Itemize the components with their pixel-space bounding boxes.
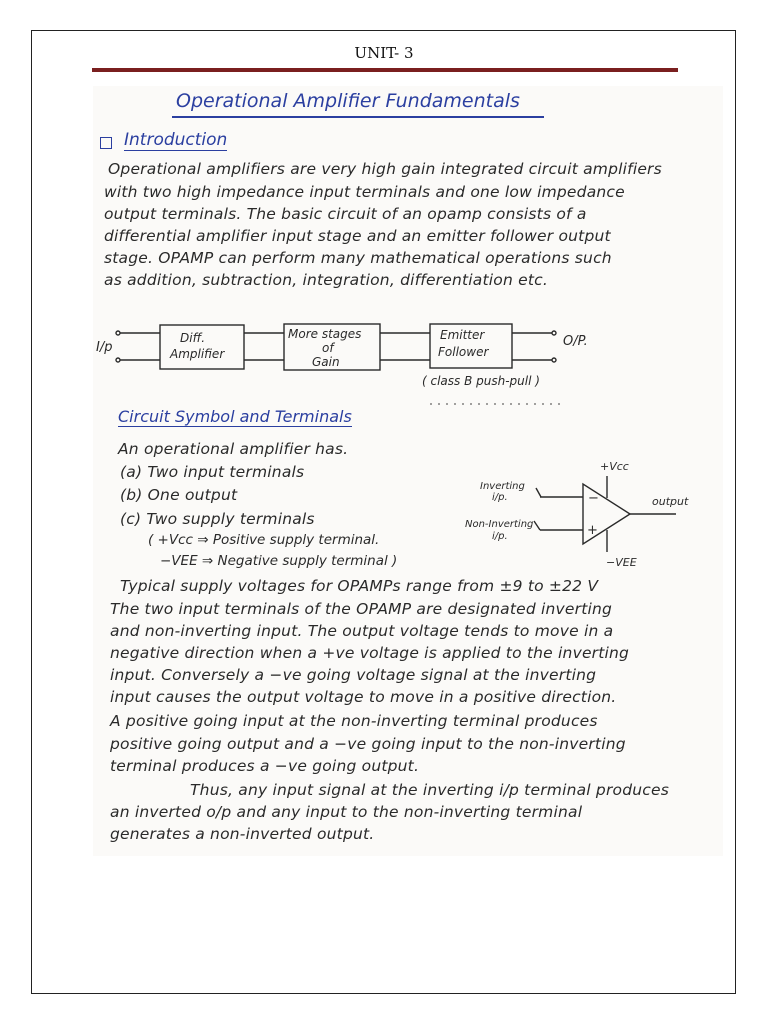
intro-heading: Introduction: [124, 130, 228, 150]
block-label: More stages: [288, 327, 362, 341]
noninverting-label: Non-Inverting: [465, 519, 534, 530]
page-title: Operational Amplifier Fundamentals: [176, 90, 520, 112]
intro-line: output terminals. The basic circuit of an opamp consists of a: [104, 205, 587, 223]
inverting-label: Inverting: [480, 481, 525, 492]
body-line: positive going output and a −ve going input to the non-inverting: [110, 735, 626, 753]
diagram-input-label: I/p: [96, 340, 113, 355]
list-line: ( +Vcc ⇒ Positive supply terminal.: [148, 532, 380, 548]
symbol-section-heading: Circuit Symbol and Terminals: [118, 407, 352, 426]
vcc-label: +Vcc: [600, 460, 629, 473]
body-line: Typical supply voltages for OPAMPs range from ±9 to ±22 V: [120, 577, 599, 595]
block-label: Follower: [438, 345, 489, 359]
body-line: generates a non-inverted output.: [110, 825, 375, 843]
block-diagram-note: ( class B push-pull ): [422, 374, 540, 388]
body-line: input. Conversely a −ve going voltage signal at the inverting: [110, 666, 597, 684]
minus-terminal-label: −: [588, 491, 599, 506]
block-label: Diff.: [180, 331, 206, 345]
block-label: Gain: [312, 355, 340, 369]
list-line: −VEE ⇒ Negative supply terminal ): [160, 553, 398, 569]
intro-line: as addition, subtraction, integration, differentiation etc.: [104, 271, 548, 289]
block-label: of: [322, 341, 334, 355]
noninverting-label: i/p.: [492, 531, 508, 542]
list-line: (b) One output: [120, 486, 238, 504]
list-line: (a) Two input terminals: [120, 463, 305, 481]
body-line: input causes the output voltage to move in a positive direction.: [110, 688, 617, 706]
intro-line: Operational amplifiers are very high gain integrated circuit amplifiers: [108, 160, 662, 178]
list-line: (c) Two supply terminals: [120, 510, 315, 528]
body-line: The two input terminals of the OPAMP are designated inverting: [110, 600, 613, 618]
list-line: An operational amplifier has.: [118, 440, 349, 458]
intro-line: stage. OPAMP can perform many mathematical operations such: [104, 249, 612, 267]
block-label: Amplifier: [170, 347, 225, 361]
unit-header: UNIT- 3: [354, 44, 414, 62]
body-line: Thus, any input signal at the inverting i/p terminal produces: [190, 781, 670, 799]
vee-label: −VEE: [606, 556, 637, 569]
plus-terminal-label: +: [587, 523, 598, 538]
body-line: negative direction when a +ve voltage is applied to the inverting: [110, 644, 630, 662]
body-line: terminal produces a −ve going output.: [110, 757, 420, 775]
diagram-output-label: O/P.: [563, 334, 588, 349]
block-label: Emitter: [440, 328, 485, 342]
inverting-label: i/p.: [492, 492, 508, 503]
body-line: A positive going input at the non-inverting terminal produces: [110, 712, 598, 730]
output-label: output: [652, 495, 689, 508]
intro-line: differential amplifier input stage and an emitter follower output: [104, 227, 611, 245]
body-line: and non-inverting input. The output voltage tends to move in a: [110, 622, 614, 640]
body-line: an inverted o/p and any input to the non-inverting terminal: [110, 803, 583, 821]
intro-line: with two high impedance input terminals and one low impedance: [104, 183, 625, 201]
